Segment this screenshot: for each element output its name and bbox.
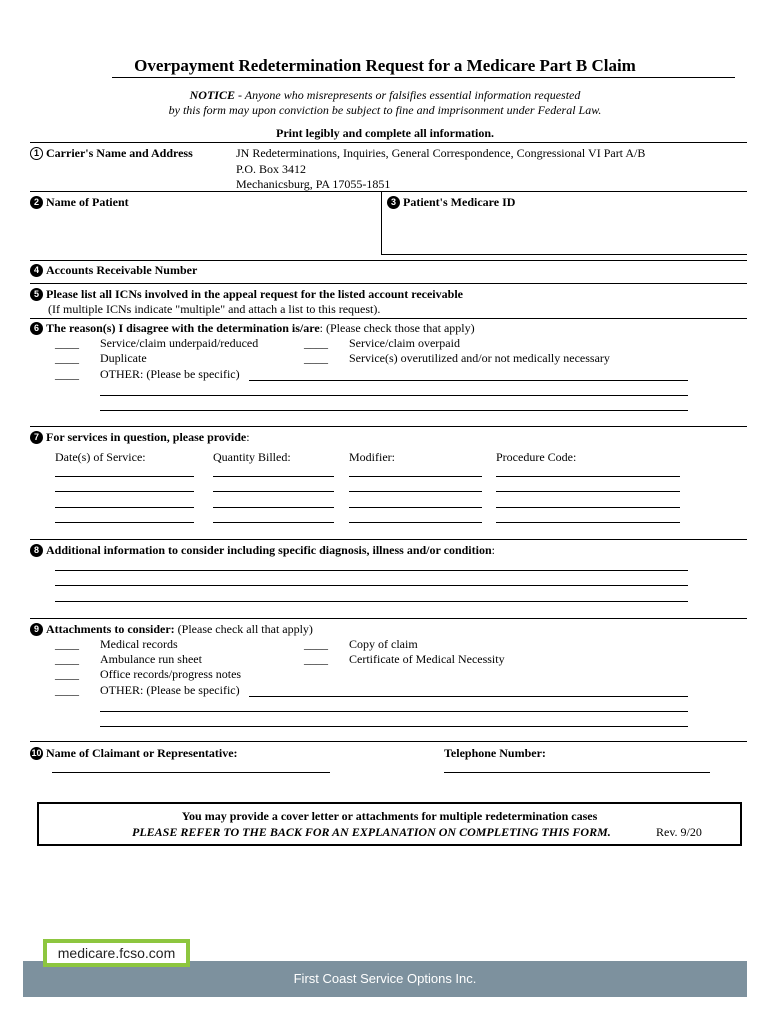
s7-col-modifier: Modifier:: [349, 450, 395, 464]
s3-label: 3 Patient's Medicare ID: [387, 195, 515, 210]
s7-col-date: Date(s) of Service:: [55, 450, 146, 464]
s7-qty-line-1[interactable]: [213, 476, 334, 477]
s6-other-line-2[interactable]: [100, 395, 688, 396]
s7-label: 7 For services in question, please provide:: [30, 430, 250, 445]
s5-sub: (If multiple ICNs indicate "multiple" and attach a list to this request).: [48, 302, 381, 316]
s6-opt-overutilized: Service(s) overutilized and/or not medically necessary: [349, 351, 610, 365]
notice-rest: - Anyone who misrepresents or falsifies essential information requested: [234, 88, 581, 102]
s6-opt-other: OTHER: (Please be specific): [100, 367, 240, 381]
s7-col-procedure: Procedure Code:: [496, 450, 577, 464]
s7-qty-line-2[interactable]: [213, 491, 334, 492]
rule-s6: [30, 318, 747, 319]
revision: Rev. 9/20: [656, 825, 702, 839]
s2-label: 2 Name of Patient: [30, 195, 129, 210]
s5-label: 5 Please list all ICNs involved in the appeal request for the listed account receivable: [30, 287, 463, 302]
num-7: 7: [30, 431, 43, 444]
s10-label: 10 Name of Claimant or Representative:: [31, 746, 238, 760]
s7-qty-line-3[interactable]: [213, 507, 334, 508]
title-rule: [112, 77, 735, 78]
s6-check-2[interactable]: ____: [304, 336, 328, 350]
s9-check-2[interactable]: ____: [304, 637, 328, 651]
s9-check-5[interactable]: ____: [55, 667, 79, 681]
num-10: 10: [31, 748, 42, 758]
s6-check-4[interactable]: ____: [304, 351, 328, 365]
notice-line-2: by this form may upon conviction be subject to fine and imprisonment under Federal Law.: [168, 103, 602, 117]
rule-s8: [30, 539, 747, 540]
s7-proc-line-2[interactable]: [496, 491, 680, 492]
s7-date-line-4[interactable]: [55, 522, 194, 523]
s9-check-4[interactable]: ____: [304, 652, 328, 666]
carrier-address-1: JN Redeterminations, Inquiries, General Correspondence, Congressional VI Part A/B: [236, 146, 646, 160]
rule-s1: [30, 142, 747, 143]
telephone-label: Telephone Number:: [444, 746, 546, 760]
footer-line-2: PLEASE REFER TO THE BACK FOR AN EXPLANATION ON COMPLETING THIS FORM.: [132, 825, 611, 839]
carrier-address-3: Mechanicsburg, PA 17055-1851: [236, 177, 391, 191]
s9-check-6[interactable]: ____: [55, 683, 79, 697]
s9-opt-copy-claim: Copy of claim: [349, 637, 418, 651]
s6-other-line-1[interactable]: [249, 380, 688, 381]
print-legibly: Print legibly and complete all information.: [276, 126, 494, 140]
s7-mod-line-1[interactable]: [349, 476, 482, 477]
rule-s5: [30, 283, 747, 284]
claimant-name-line[interactable]: [52, 772, 330, 773]
rule-s10: [30, 741, 747, 742]
num-9: 9: [30, 623, 43, 636]
s9-check-1[interactable]: ____: [55, 637, 79, 651]
s7-date-line-2[interactable]: [55, 491, 194, 492]
notice-line-1: [0, 88, 770, 103]
num-4: 4: [30, 264, 43, 277]
patient-divider: [381, 192, 382, 254]
telephone-line[interactable]: [444, 772, 710, 773]
s9-other-line-1[interactable]: [249, 696, 688, 697]
s9-other-line-2[interactable]: [100, 711, 688, 712]
s7-col-quantity: Quantity Billed:: [213, 450, 291, 464]
form-title: Overpayment Redetermination Request for a Medicare Part B Claim: [134, 56, 636, 75]
rule-s9: [30, 618, 747, 619]
num-3: 3: [387, 196, 400, 209]
rule-s7: [30, 426, 747, 427]
s9-opt-cmn: Certificate of Medical Necessity: [349, 652, 505, 666]
footer-line-1: You may provide a cover letter or attachments for multiple redetermination cases: [181, 809, 598, 823]
s9-opt-other: OTHER: (Please be specific): [100, 683, 240, 697]
num-8: 8: [30, 544, 43, 557]
s6-opt-overpaid: Service/claim overpaid: [349, 336, 460, 350]
s6-opt-duplicate: Duplicate: [100, 351, 147, 365]
s7-proc-line-1[interactable]: [496, 476, 680, 477]
s7-mod-line-4[interactable]: [349, 522, 482, 523]
s6-check-1[interactable]: ____: [55, 336, 79, 350]
s6-label: 6 The reason(s) I disagree with the determination is/are: (Please check those that apply): [30, 321, 475, 336]
rule-s4: [30, 260, 747, 261]
s7-date-line-1[interactable]: [55, 476, 194, 477]
s4-label: 4 Accounts Receivable Number: [30, 263, 197, 278]
s6-check-3[interactable]: ____: [55, 351, 79, 365]
s7-date-line-3[interactable]: [55, 507, 194, 508]
s8-line-3[interactable]: [55, 601, 688, 602]
s9-other-line-3[interactable]: [100, 726, 688, 727]
site-url: medicare.fcso.com: [47, 943, 186, 963]
s9-check-3[interactable]: ____: [55, 652, 79, 666]
num-6: 6: [30, 322, 43, 335]
s9-opt-medical-records: Medical records: [100, 637, 178, 651]
notice-lead: NOTICE: [189, 88, 235, 102]
rule-s3-bottom: [381, 254, 747, 255]
s9-opt-ambulance: Ambulance run sheet: [100, 652, 202, 666]
s6-other-line-3[interactable]: [100, 410, 688, 411]
s6-check-5[interactable]: ____: [55, 367, 79, 381]
num-1: 1: [30, 147, 43, 160]
s7-mod-line-2[interactable]: [349, 491, 482, 492]
s7-qty-line-4[interactable]: [213, 522, 334, 523]
company-name: First Coast Service Options Inc.: [293, 971, 477, 986]
s8-line-2[interactable]: [55, 585, 688, 586]
s7-proc-line-4[interactable]: [496, 522, 680, 523]
s7-mod-line-3[interactable]: [349, 507, 482, 508]
s8-line-1[interactable]: [55, 570, 688, 571]
s7-proc-line-3[interactable]: [496, 507, 680, 508]
num-5: 5: [30, 288, 43, 301]
rule-s2: [30, 191, 747, 192]
s1-label: 1 Carrier's Name and Address: [30, 146, 193, 161]
num-2: 2: [30, 196, 43, 209]
s9-opt-office-records: Office records/progress notes: [100, 667, 242, 681]
s8-label: 8 Additional information to consider including specific diagnosis, illness and/or condition:: [30, 543, 495, 558]
s9-label: 9 Attachments to consider: (Please check all that apply): [30, 622, 313, 637]
carrier-address-2: P.O. Box 3412: [236, 162, 307, 176]
s6-opt-underpaid: Service/claim underpaid/reduced: [100, 336, 259, 350]
